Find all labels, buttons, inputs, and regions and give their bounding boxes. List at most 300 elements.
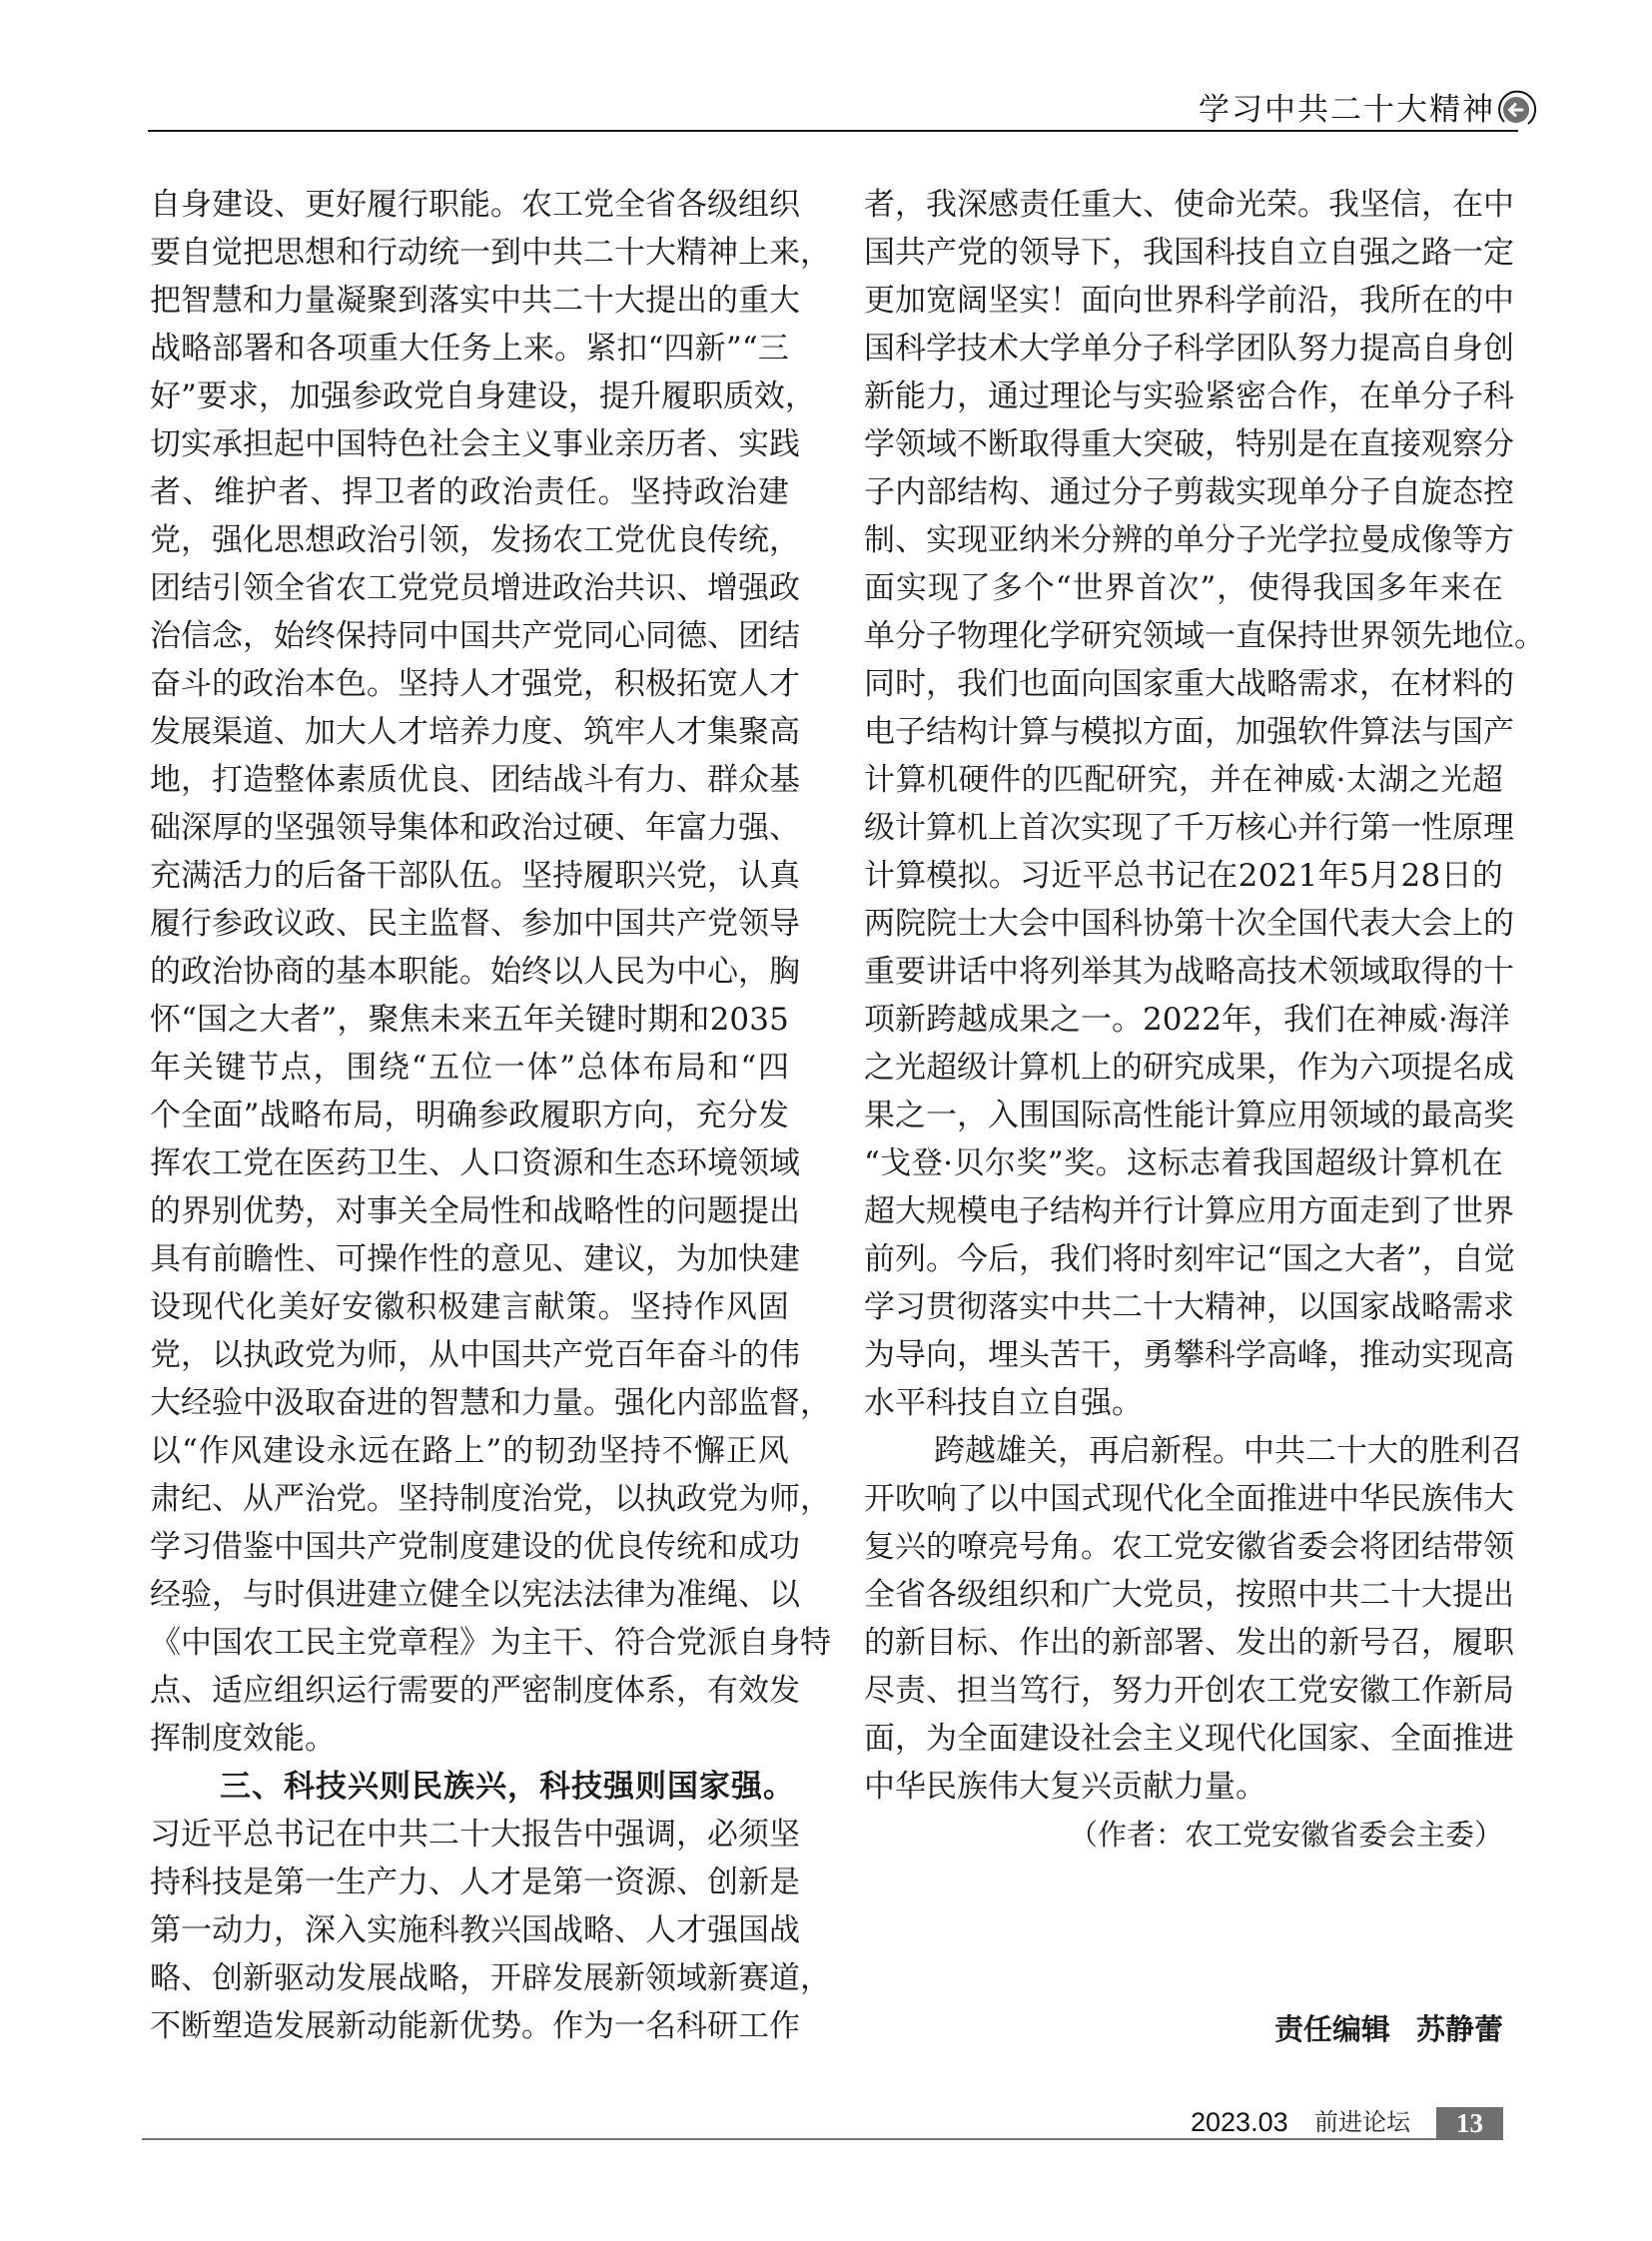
- glyph: 大: [336, 714, 367, 750]
- glyph: 者: [1374, 1241, 1406, 1277]
- glyph: 。: [1297, 187, 1328, 223]
- glyph: 面: [1174, 714, 1205, 750]
- glyph: 战: [1174, 954, 1205, 990]
- glyph: 能: [398, 2008, 428, 2044]
- glyph: 笃: [1019, 1673, 1050, 1709]
- glyph: 体: [609, 1050, 641, 1086]
- glyph: 的: [1081, 1625, 1112, 1661]
- glyph: 主: [398, 906, 428, 942]
- glyph: 卫: [367, 1145, 398, 1181]
- glyph: 德: [676, 618, 707, 654]
- glyph: 世: [1328, 618, 1359, 654]
- glyph: 加: [552, 906, 583, 942]
- editor-label: 责任编辑: [1273, 2012, 1390, 2046]
- glyph: 进: [521, 570, 552, 606]
- glyph: 同: [583, 618, 614, 654]
- glyph: 键: [585, 1002, 617, 1038]
- glyph: 严: [490, 1673, 521, 1709]
- glyph: 发: [274, 2008, 305, 2044]
- glyph: ，: [313, 1050, 345, 1086]
- glyph: 》: [459, 1625, 490, 1661]
- glyph: 计: [988, 714, 1019, 750]
- glyph: 拟: [957, 858, 989, 894]
- glyph: 的: [398, 1385, 428, 1421]
- glyph: 十: [1143, 1289, 1174, 1325]
- glyph: 实: [1019, 283, 1050, 319]
- glyph: 大: [1112, 187, 1143, 223]
- glyph: 农: [1236, 1673, 1266, 1709]
- glyph: 节: [248, 1050, 280, 1086]
- glyph: 算: [895, 762, 927, 798]
- glyph: 特: [800, 1625, 831, 1661]
- section-title: 学习中共二十大精神: [1199, 92, 1495, 128]
- glyph: 代: [1328, 906, 1359, 942]
- glyph: 各: [926, 1577, 957, 1613]
- glyph: 正: [725, 1433, 757, 1469]
- glyph: 。: [490, 858, 521, 894]
- glyph: 优: [459, 2008, 490, 2044]
- glyph: 体: [428, 810, 459, 846]
- glyph: 中: [521, 235, 552, 271]
- glyph: 化: [645, 1385, 676, 1421]
- glyph: 共: [614, 570, 645, 606]
- glyph: 神: [1375, 1002, 1407, 1038]
- glyph: 密: [1236, 378, 1266, 414]
- glyph: 传: [645, 1529, 676, 1565]
- glyph: 提: [1452, 1577, 1483, 1613]
- glyph: 力: [1328, 331, 1359, 367]
- glyph: 渠: [212, 714, 243, 750]
- glyph: 平: [212, 1817, 243, 1853]
- text-line: [864, 325, 1514, 373]
- glyph: 算: [895, 858, 927, 894]
- glyph: 问: [676, 1193, 707, 1229]
- glyph: 世: [1452, 1193, 1483, 1229]
- glyph: 深: [181, 810, 212, 846]
- glyph: 势: [274, 1193, 305, 1229]
- glyph: 千: [1174, 810, 1205, 846]
- glyph: 各: [305, 331, 337, 367]
- glyph: 全: [181, 1098, 213, 1133]
- glyph: 础: [150, 810, 181, 846]
- glyph: 的: [212, 666, 243, 702]
- glyph: 其: [1112, 954, 1143, 990]
- glyph: 标: [1158, 1145, 1190, 1181]
- text-line: [150, 1187, 800, 1235]
- glyph: 出: [1050, 1625, 1081, 1661]
- glyph: 国: [1174, 235, 1205, 271]
- glyph: 的: [150, 1193, 181, 1229]
- glyph: 深: [957, 187, 988, 223]
- glyph: 越: [965, 1433, 996, 1469]
- glyph: 需: [1297, 666, 1328, 702]
- glyph: 与: [1421, 714, 1452, 750]
- glyph: 干: [1081, 1337, 1112, 1373]
- glyph: 才: [676, 714, 707, 750]
- glyph: 加: [895, 283, 926, 319]
- glyph: 万: [1205, 810, 1236, 846]
- glyph: 坚: [521, 858, 552, 894]
- glyph: ，: [305, 1193, 336, 1229]
- glyph: 新: [694, 331, 726, 367]
- glyph: 国: [1283, 1145, 1315, 1181]
- glyph: 共: [895, 235, 926, 271]
- section-heading: [150, 1763, 795, 1811]
- glyph: 力: [926, 378, 957, 414]
- glyph: 战: [259, 1098, 291, 1133]
- glyph: 总: [576, 1050, 608, 1086]
- glyph: 部: [398, 858, 428, 894]
- glyph: 首: [1019, 810, 1050, 846]
- glyph: 身: [474, 378, 506, 414]
- glyph: “: [741, 331, 758, 367]
- glyph: 的: [1021, 762, 1053, 798]
- glyph: 活: [212, 858, 243, 894]
- glyph: 多: [1375, 570, 1407, 606]
- glyph: 神: [707, 235, 738, 271]
- glyph: 团: [1236, 331, 1266, 367]
- glyph: 环: [676, 1145, 707, 1181]
- text-line: [150, 229, 831, 277]
- glyph: 、: [552, 714, 583, 750]
- glyph: 断: [988, 426, 1019, 462]
- glyph: 2: [1277, 858, 1298, 894]
- glyph: 强: [1266, 714, 1297, 750]
- glyph: 党: [413, 378, 444, 414]
- glyph: 境: [707, 1145, 738, 1181]
- glyph: 最: [1421, 1098, 1452, 1133]
- text-line: [864, 1523, 1514, 1571]
- glyph: 中: [676, 954, 707, 990]
- glyph: 。: [1213, 1433, 1243, 1469]
- glyph: 协: [1143, 906, 1174, 942]
- glyph: 参: [477, 1098, 509, 1133]
- glyph: 书: [274, 1817, 305, 1853]
- glyph: 政: [382, 378, 413, 414]
- glyph: 领: [243, 570, 274, 606]
- glyph: 坚: [769, 1817, 800, 1853]
- glyph: 湖: [1377, 762, 1409, 798]
- glyph: 责: [533, 474, 565, 510]
- glyph: 拟: [1112, 714, 1143, 750]
- glyph: 治: [521, 810, 552, 846]
- glyph: 曼: [1359, 522, 1390, 558]
- glyph: 国: [1297, 1721, 1328, 1757]
- glyph: 别: [1266, 426, 1297, 462]
- glyph: 调: [645, 1817, 676, 1853]
- glyph: 设: [243, 187, 274, 223]
- glyph: 卫: [374, 474, 406, 510]
- glyph: 态: [1452, 474, 1483, 510]
- glyph: 上: [1081, 1050, 1112, 1086]
- glyph: 奋: [336, 1385, 367, 1421]
- glyph: 分: [1112, 331, 1143, 367]
- glyph: 上: [1452, 906, 1483, 942]
- glyph: 与: [1112, 378, 1143, 414]
- glyph: 资: [521, 1145, 552, 1181]
- glyph: 、: [182, 474, 214, 510]
- glyph: 科: [284, 1769, 316, 1805]
- glyph: 一: [926, 1098, 957, 1133]
- glyph: 以: [150, 1433, 181, 1469]
- text-line: [150, 1954, 831, 2002]
- glyph: 高: [1112, 1098, 1143, 1133]
- glyph: 中: [1328, 1481, 1359, 1517]
- glyph: 子: [895, 714, 926, 750]
- text-line: [864, 1667, 1514, 1715]
- glyph: 跨: [926, 1002, 957, 1038]
- glyph: 承: [212, 426, 243, 462]
- glyph: 任: [1050, 187, 1081, 223]
- glyph: 科: [1483, 378, 1514, 414]
- glyph: 伟: [1452, 1481, 1483, 1517]
- glyph: 记: [1176, 858, 1208, 894]
- glyph: 作: [552, 2008, 583, 2044]
- glyph: 强: [521, 666, 552, 702]
- glyph: 学: [1236, 283, 1266, 319]
- glyph: 强: [1359, 235, 1390, 271]
- glyph: 引: [212, 570, 243, 606]
- glyph: 科: [1205, 283, 1236, 319]
- glyph: 政: [508, 1098, 540, 1133]
- glyph: 、: [212, 1481, 243, 1517]
- glyph: 和: [707, 1050, 739, 1086]
- glyph: 加: [289, 378, 321, 414]
- glyph: 级: [707, 187, 738, 223]
- glyph: 亮: [988, 1529, 1019, 1565]
- glyph: 牢: [614, 714, 645, 750]
- glyph: 以: [988, 1481, 1019, 1517]
- glyph: 年: [522, 1002, 554, 1038]
- glyph: 优: [645, 522, 676, 558]
- glyph: 经: [181, 1385, 212, 1421]
- glyph: 可: [336, 1241, 367, 1277]
- glyph: 设: [150, 1289, 181, 1325]
- glyph: 。: [521, 2008, 552, 2044]
- glyph: 结: [957, 474, 988, 510]
- glyph: 裁: [1205, 474, 1236, 510]
- glyph: 组: [738, 187, 769, 223]
- glyph: 材: [1421, 666, 1452, 702]
- glyph: 十: [614, 235, 645, 271]
- glyph: 厚: [212, 810, 243, 846]
- glyph: 更: [864, 283, 895, 319]
- glyph: 聚: [367, 283, 398, 319]
- glyph: 的: [707, 283, 738, 319]
- glyph: 以: [212, 1337, 243, 1373]
- glyph: 团: [738, 618, 769, 654]
- glyph: 者: [278, 474, 310, 510]
- glyph: 。: [988, 858, 1020, 894]
- glyph: 位: [461, 1050, 493, 1086]
- glyph: 取: [1390, 954, 1421, 990]
- glyph: 运: [336, 1673, 367, 1709]
- glyph: 职: [570, 1098, 602, 1133]
- glyph: 密: [521, 1673, 552, 1709]
- glyph: 上: [491, 331, 523, 367]
- glyph: 推: [1452, 1721, 1483, 1757]
- glyph: 组: [274, 1673, 305, 1709]
- glyph: 会: [459, 426, 490, 462]
- glyph: 力: [707, 810, 738, 846]
- glyph: 大: [490, 1817, 521, 1853]
- glyph: 行: [1143, 1193, 1174, 1229]
- glyph: 国: [197, 1002, 229, 1038]
- glyph: 产: [367, 1529, 398, 1565]
- glyph: 成: [738, 1529, 769, 1565]
- glyph: 想: [305, 522, 336, 558]
- glyph: 设: [536, 378, 568, 414]
- text-line: [864, 948, 1514, 996]
- glyph: 确: [445, 1098, 477, 1133]
- glyph: 。: [490, 187, 521, 223]
- glyph: 凝: [336, 283, 367, 319]
- glyph: 党: [957, 235, 988, 271]
- glyph: 民: [412, 1769, 443, 1805]
- glyph: 同: [864, 666, 895, 702]
- glyph: 度: [459, 1529, 490, 1565]
- glyph: 一: [493, 1050, 525, 1086]
- glyph: 单: [1174, 522, 1205, 558]
- glyph: 的: [274, 858, 305, 894]
- glyph: 级: [957, 1050, 988, 1086]
- glyph: 现: [1452, 1337, 1483, 1373]
- glyph: 统: [676, 1529, 707, 1565]
- glyph: ，: [800, 1481, 831, 1517]
- glyph: 在: [1452, 187, 1483, 223]
- glyph: 成: [1205, 1050, 1236, 1086]
- glyph: 按: [1236, 1577, 1266, 1613]
- glyph: 引: [398, 522, 428, 558]
- glyph: 传: [707, 522, 738, 558]
- glyph: 为: [864, 1337, 895, 1373]
- glyph: 略: [583, 1193, 614, 1229]
- glyph: 领: [895, 426, 926, 462]
- glyph: 共: [521, 283, 552, 319]
- glyph: 二: [552, 283, 583, 319]
- text-line: [150, 373, 816, 420]
- glyph: 自: [738, 1625, 769, 1661]
- glyph: 中: [1019, 1481, 1050, 1517]
- glyph: 作: [398, 1241, 428, 1277]
- glyph: 使: [1174, 187, 1205, 223]
- glyph: 2: [709, 1002, 730, 1038]
- glyph: 出: [1266, 1625, 1297, 1661]
- text-line: [150, 852, 800, 900]
- glyph: 民: [367, 906, 398, 942]
- glyph: 了: [1421, 1193, 1452, 1229]
- glyph: 工: [212, 1145, 243, 1181]
- glyph: 界: [1483, 1193, 1514, 1229]
- glyph: 建: [583, 1241, 614, 1277]
- editor-name: 苏静蕾: [1415, 2012, 1503, 2046]
- glyph: 过: [1081, 474, 1112, 510]
- glyph: 讲: [926, 954, 957, 990]
- glyph: 跨: [934, 1433, 965, 1469]
- glyph: 中: [583, 1817, 614, 1853]
- glyph: 部: [1143, 1625, 1174, 1661]
- glyph: 面: [1236, 1481, 1266, 1517]
- glyph: 党: [305, 1337, 336, 1373]
- glyph: 觉: [1483, 1241, 1515, 1277]
- glyph: 十: [459, 1817, 490, 1853]
- glyph: 宽: [926, 283, 957, 319]
- glyph: 时: [895, 666, 926, 702]
- glyph: 参: [351, 378, 383, 414]
- glyph: 群: [707, 762, 738, 798]
- glyph: 界: [181, 1193, 212, 1229]
- glyph: 我: [1143, 235, 1174, 271]
- glyph: 建: [769, 1241, 800, 1277]
- glyph: 家: [1359, 1289, 1390, 1325]
- glyph: 党: [398, 1529, 428, 1565]
- glyph: 研: [1116, 762, 1147, 798]
- glyph: 落: [428, 283, 459, 319]
- glyph: 行: [398, 187, 428, 223]
- glyph: 创: [1205, 1673, 1236, 1709]
- glyph: 的: [1112, 1050, 1143, 1086]
- glyph: 医: [305, 1145, 336, 1181]
- header-rule: [148, 130, 1518, 132]
- glyph: 在: [274, 1145, 305, 1181]
- glyph: 党: [243, 1145, 274, 1181]
- glyph: 建: [757, 474, 789, 510]
- glyph: 国: [521, 1912, 552, 1948]
- text-line: [864, 1235, 1515, 1283]
- glyph: 领: [1328, 954, 1359, 990]
- glyph: 国: [864, 235, 895, 271]
- glyph: “: [181, 1433, 198, 1469]
- glyph: 为: [676, 1241, 707, 1277]
- glyph: 广: [1081, 1577, 1112, 1613]
- glyph: 大: [259, 1002, 291, 1038]
- glyph: 治: [305, 1481, 336, 1517]
- text-line: [864, 1187, 1514, 1235]
- glyph: 政: [552, 570, 583, 606]
- glyph: 的: [988, 235, 1019, 271]
- right-column: [864, 181, 1545, 1859]
- glyph: 大: [1174, 1289, 1205, 1325]
- glyph: 绳: [707, 1577, 738, 1613]
- glyph: 在: [1471, 1145, 1503, 1181]
- glyph: 觉: [212, 235, 243, 271]
- glyph: 施: [398, 1912, 428, 1948]
- glyph: ，: [1266, 1050, 1297, 1086]
- glyph: 料: [1452, 666, 1483, 702]
- glyph: 级: [957, 1577, 988, 1613]
- glyph: 在: [1328, 426, 1359, 462]
- glyph: 化: [246, 1289, 278, 1325]
- glyph: 化: [243, 522, 274, 558]
- glyph: 奖: [1483, 1098, 1514, 1133]
- glyph: 政: [243, 666, 274, 702]
- glyph: 拉: [1328, 522, 1359, 558]
- glyph: ，: [957, 1337, 988, 1373]
- glyph: 战: [552, 1912, 583, 1948]
- glyph: 术: [988, 331, 1019, 367]
- glyph: 党: [552, 618, 583, 654]
- glyph: 想: [305, 235, 336, 271]
- glyph: 子: [864, 474, 895, 510]
- glyph: 生: [336, 1865, 367, 1900]
- glyph: 设: [294, 1433, 326, 1469]
- glyph: 中: [428, 618, 459, 654]
- glyph: 之: [1312, 1241, 1344, 1277]
- glyph: “: [1266, 1241, 1282, 1277]
- glyph: 了: [1143, 810, 1174, 846]
- glyph: ，: [1217, 570, 1248, 606]
- glyph: 先: [1421, 618, 1452, 654]
